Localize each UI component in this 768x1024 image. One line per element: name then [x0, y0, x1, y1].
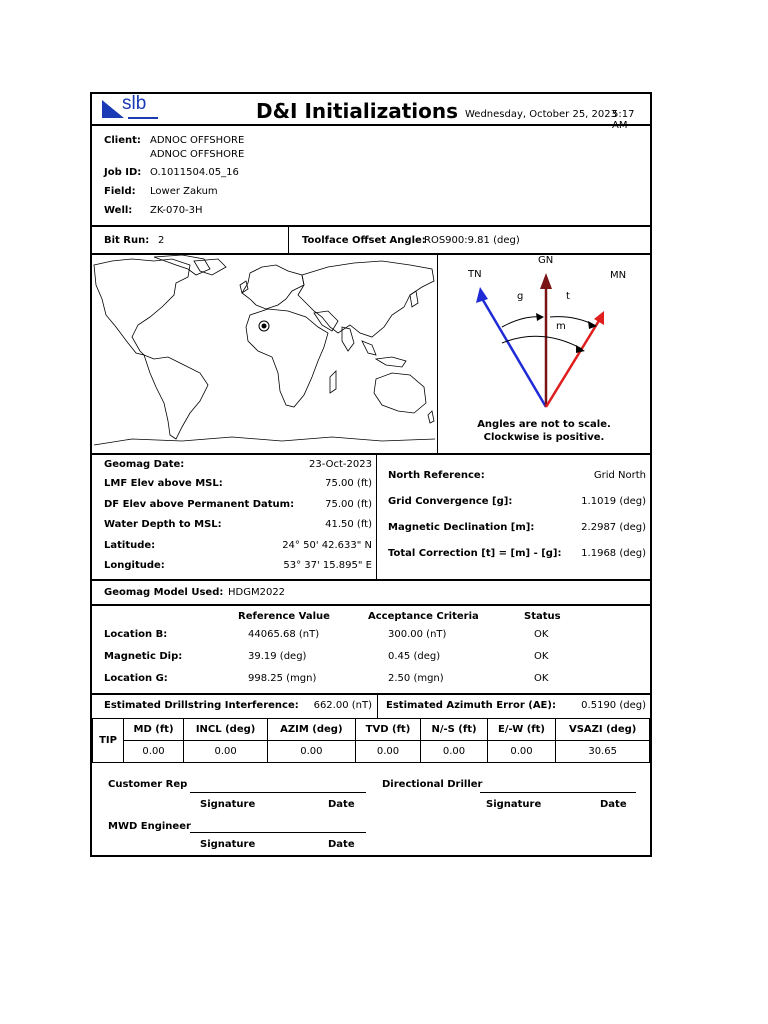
- diagram-note-2: Clockwise is positive.: [483, 432, 605, 443]
- grid-convergence-label: Grid Convergence [g]:: [388, 496, 513, 507]
- mwd-engineer-date-caption: Date: [328, 839, 355, 850]
- water-depth-label: Water Depth to MSL:: [104, 519, 222, 530]
- drillstring-interference-value: 662.00 (nT): [313, 700, 372, 711]
- mwd-engineer-signature-caption: Signature: [200, 839, 256, 850]
- md-header: MD (ft): [124, 719, 184, 741]
- directional-driller-label: Directional Driller: [382, 779, 483, 790]
- customer-rep-signature-line[interactable]: [190, 792, 366, 793]
- field-value: Lower Zakum: [150, 186, 218, 197]
- azimuth-error-label: Estimated Azimuth Error (AE):: [386, 700, 556, 711]
- directional-driller-signature-caption: Signature: [486, 799, 542, 810]
- reference-value-header: Reference Value: [238, 611, 330, 622]
- incl-header: INCL (deg): [184, 719, 268, 741]
- g-label: g: [517, 291, 524, 302]
- customer-rep-date-caption: Date: [328, 799, 355, 810]
- drillstring-interference-label: Estimated Drillstring Interference:: [104, 700, 299, 711]
- job-id-value: O.1011504.05_16: [150, 167, 239, 178]
- vsazi-header: VSAZI (deg): [556, 719, 650, 741]
- status-header: Status: [524, 611, 561, 622]
- ew-value: 0.00: [487, 741, 556, 763]
- north-reference-label: North Reference:: [388, 470, 485, 481]
- magnetic-dip-criteria: 0.45 (deg): [388, 651, 441, 662]
- survey-header-row: [93, 719, 650, 741]
- m-label: m: [556, 321, 566, 332]
- toolface-offset-label: Toolface Offset Angle:: [302, 235, 426, 246]
- location-g-status: OK: [534, 673, 549, 684]
- report-time: 5:17 AM: [612, 109, 635, 131]
- directional-driller-signature-line[interactable]: [480, 792, 636, 793]
- magnetic-dip-status: OK: [534, 651, 549, 662]
- azim-header: AZIM (deg): [268, 719, 356, 741]
- df-elev-label: DF Elev above Permanent Datum:: [104, 499, 295, 510]
- survey-table: [92, 718, 650, 763]
- magnetic-dip-label: Magnetic Dip:: [104, 651, 183, 662]
- location-g-ref: 998.25 (mgn): [248, 673, 317, 684]
- total-correction-value: 1.1968 (deg): [581, 548, 646, 559]
- page-title: D&I Initializations: [256, 99, 459, 123]
- location-g-criteria: 2.50 (mgn): [388, 673, 444, 684]
- location-b-label: Location B:: [104, 629, 168, 640]
- customer-rep-signature-caption: Signature: [200, 799, 256, 810]
- magnetic-declination-label: Magnetic Declination [m]:: [388, 522, 535, 533]
- grid-convergence-value: 1.1019 (deg): [581, 496, 646, 507]
- magnetic-declination-value: 2.2987 (deg): [581, 522, 646, 533]
- geomag-date-label: Geomag Date:: [104, 459, 185, 470]
- ns-value: 0.00: [421, 741, 487, 763]
- magnetic-dip-ref: 39.19 (deg): [248, 651, 307, 662]
- md-value: 0.00: [124, 741, 184, 763]
- mwd-engineer-signature-line[interactable]: [190, 832, 366, 833]
- gn-label: GN: [538, 255, 554, 266]
- geomag-model-label: Geomag Model Used:: [104, 587, 224, 598]
- ew-header: E/-W (ft): [487, 719, 556, 741]
- location-b-criteria: 300.00 (nT): [388, 629, 447, 640]
- df-elev-value: 75.00 (ft): [325, 499, 372, 510]
- world-map: [92, 255, 437, 451]
- lmf-elev-label: LMF Elev above MSL:: [104, 478, 223, 489]
- geomag-model-value: HDGM2022: [228, 587, 286, 598]
- field-label: Field:: [104, 186, 136, 197]
- tvd-header: TVD (ft): [355, 719, 421, 741]
- azim-value: 0.00: [268, 741, 356, 763]
- longitude-value: 53° 37' 15.895" E: [283, 560, 372, 571]
- customer-rep-label: Customer Rep: [108, 779, 188, 790]
- north-arrows-diagram: [438, 255, 650, 453]
- azimuth-error-value: 0.5190 (deg): [581, 700, 646, 711]
- client-value-2: ADNOC OFFSHORE: [150, 149, 245, 160]
- t-label: t: [566, 291, 570, 302]
- north-reference-value: Grid North: [593, 470, 646, 481]
- client-value-1: ADNOC OFFSHORE: [150, 135, 245, 146]
- world-map-icon: [92, 255, 437, 451]
- job-id-label: Job ID:: [104, 167, 142, 178]
- mn-label: MN: [610, 270, 627, 281]
- well-value: ZK-070-3H: [150, 205, 203, 216]
- slb-logo: [100, 93, 160, 124]
- tip-label: TIP: [93, 719, 124, 763]
- total-correction-label: Total Correction [t] = [m] - [g]:: [388, 548, 562, 559]
- geomag-date-value: 23-Oct-2023: [309, 459, 372, 470]
- latitude-label: Latitude:: [104, 540, 156, 551]
- longitude-label: Longitude:: [104, 560, 165, 571]
- vsazi-value: 30.65: [556, 741, 650, 763]
- well-label: Well:: [104, 205, 133, 216]
- location-b-status: OK: [534, 629, 549, 640]
- client-label: Client:: [104, 135, 141, 146]
- survey-value-row: [93, 741, 650, 763]
- slb-logo-text: slb: [122, 93, 147, 114]
- latitude-value: 24° 50' 42.633" N: [282, 540, 372, 551]
- location-b-ref: 44065.68 (nT): [248, 629, 320, 640]
- acceptance-criteria-header: Acceptance Criteria: [368, 611, 479, 622]
- ns-header: N/-S (ft): [421, 719, 487, 741]
- toolface-offset-value: ROS900:9.81 (deg): [424, 235, 520, 246]
- incl-value: 0.00: [184, 741, 268, 763]
- diagram-note-1: Angles are not to scale.: [477, 419, 611, 430]
- tn-label: TN: [468, 269, 482, 280]
- report-date: Wednesday, October 25, 2023: [465, 109, 617, 120]
- lmf-elev-value: 75.00 (ft): [325, 478, 372, 489]
- water-depth-value: 41.50 (ft): [325, 519, 372, 530]
- directional-driller-date-caption: Date: [600, 799, 627, 810]
- tvd-value: 0.00: [355, 741, 421, 763]
- location-g-label: Location G:: [104, 673, 168, 684]
- bit-run-label: Bit Run:: [104, 235, 150, 246]
- di-initializations-sheet: [90, 92, 652, 857]
- mwd-engineer-label: MWD Engineer: [108, 821, 191, 832]
- bit-run-value: 2: [158, 235, 165, 246]
